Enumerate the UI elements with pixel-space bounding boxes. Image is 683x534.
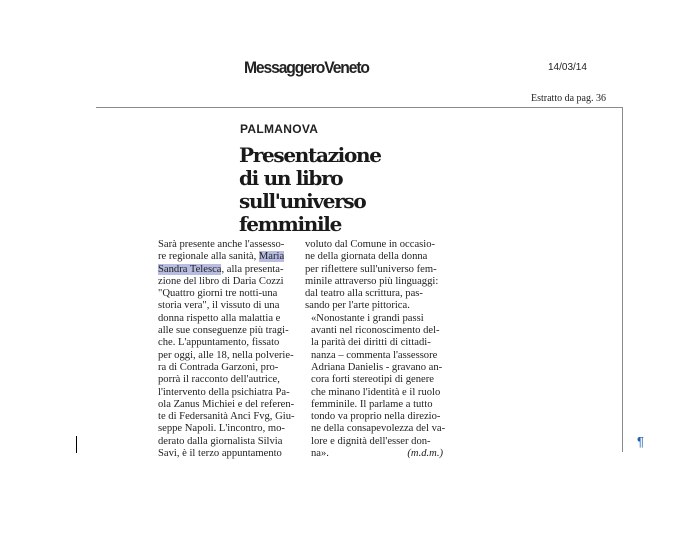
article-headline bbox=[239, 144, 439, 236]
text-line: alle sue conseguenze più tragi- bbox=[158, 325, 289, 337]
text-fragment: , alla presenta- bbox=[221, 263, 284, 275]
text-line: ra di Contrada Garzoni, pro- bbox=[158, 361, 279, 373]
text-line: la parità dei diritti di cittadi- bbox=[311, 337, 431, 349]
text-line: che minano l'identità e il ruolo bbox=[311, 386, 441, 398]
headline-line: sull'universo bbox=[239, 189, 366, 213]
text-line: Savi, è il terzo appuntamento bbox=[158, 448, 282, 460]
text-line: cora forti stereotipi di genere bbox=[311, 374, 434, 386]
text-line bbox=[305, 448, 455, 460]
text-line: nanza – commenta l'assessore bbox=[311, 349, 438, 361]
text-line: l'intervento della psichiatra Pa- bbox=[158, 386, 290, 398]
text-line: ne della consapevolezza del va- bbox=[311, 423, 446, 435]
text-line: avanti nel riconoscimento del- bbox=[311, 325, 440, 337]
text-line: dal teatro alla scrittura, pas- bbox=[305, 288, 423, 300]
text-line: Adriana Danielis - gravano an- bbox=[311, 361, 443, 373]
text-line bbox=[158, 251, 303, 263]
text-line: «Nonostante i grandi passi bbox=[311, 312, 424, 324]
article-column-1 bbox=[158, 239, 303, 460]
right-rule-divider bbox=[622, 107, 623, 452]
text-line: derato dalla giornalista Silvia bbox=[158, 435, 283, 447]
text-line: lore e dignità dell'esser don- bbox=[311, 435, 431, 447]
newspaper-masthead: MessaggeroVeneto bbox=[244, 58, 369, 77]
text-line: che. L'appuntamento, fissato bbox=[158, 337, 280, 349]
text-line: per oggi, alle 18, nella polverie- bbox=[158, 349, 294, 361]
extract-page-label: Estratto da pag. 36 bbox=[531, 93, 606, 104]
author-signature: (m.d.m.) bbox=[407, 448, 443, 460]
text-line bbox=[158, 264, 303, 276]
headline-line: di un libro bbox=[239, 166, 343, 190]
highlighted-name[interactable]: Maria bbox=[258, 251, 285, 263]
text-line: femminile. Il parlame a tutto bbox=[311, 398, 433, 410]
text-line: Sarà presente anche l'assesso- bbox=[158, 239, 285, 250]
highlighted-name[interactable]: Sandra Telesca bbox=[158, 263, 222, 275]
text-line: porrà il racconto dell'autrice, bbox=[158, 374, 280, 386]
text-line: "Quattro giorni tre notti-una bbox=[158, 288, 278, 300]
text-line: ne della giornata della donna bbox=[305, 251, 428, 263]
text-fragment: na». bbox=[311, 448, 329, 460]
text-line: voluto dal Comune in occasio- bbox=[305, 239, 436, 250]
clipping-date: 14/03/14 bbox=[548, 62, 587, 73]
text-line: zione del libro di Daria Cozzi bbox=[158, 275, 284, 287]
text-line: per riflettere sull'universo fem- bbox=[305, 263, 437, 275]
text-line: tondo va proprio nella direzio- bbox=[311, 411, 441, 423]
top-rule-divider bbox=[96, 107, 622, 108]
text-line: seppe Napoli. L'incontro, mo- bbox=[158, 423, 285, 435]
text-cursor bbox=[76, 436, 77, 453]
article-column-2 bbox=[305, 239, 455, 460]
text-line: ola Zanus Michiei e del referen- bbox=[158, 398, 295, 410]
text-fragment: re regionale alla sanità, bbox=[158, 251, 259, 263]
text-line: storia vera", il vissuto di una bbox=[158, 300, 280, 312]
pilcrow-mark-icon: ¶ bbox=[637, 434, 644, 449]
headline-line: femminile bbox=[239, 212, 342, 236]
headline-line: Presentazione bbox=[239, 143, 381, 167]
text-line: te di Federsanità Anci Fvg, Giu- bbox=[158, 411, 295, 423]
text-line: sando per l'arte pittorica. bbox=[305, 300, 410, 312]
text-line: minile attraverso più linguaggi: bbox=[305, 275, 439, 287]
text-line: donna rispetto alla malattia e bbox=[158, 312, 281, 324]
section-kicker: PALMANOVA bbox=[240, 122, 319, 136]
